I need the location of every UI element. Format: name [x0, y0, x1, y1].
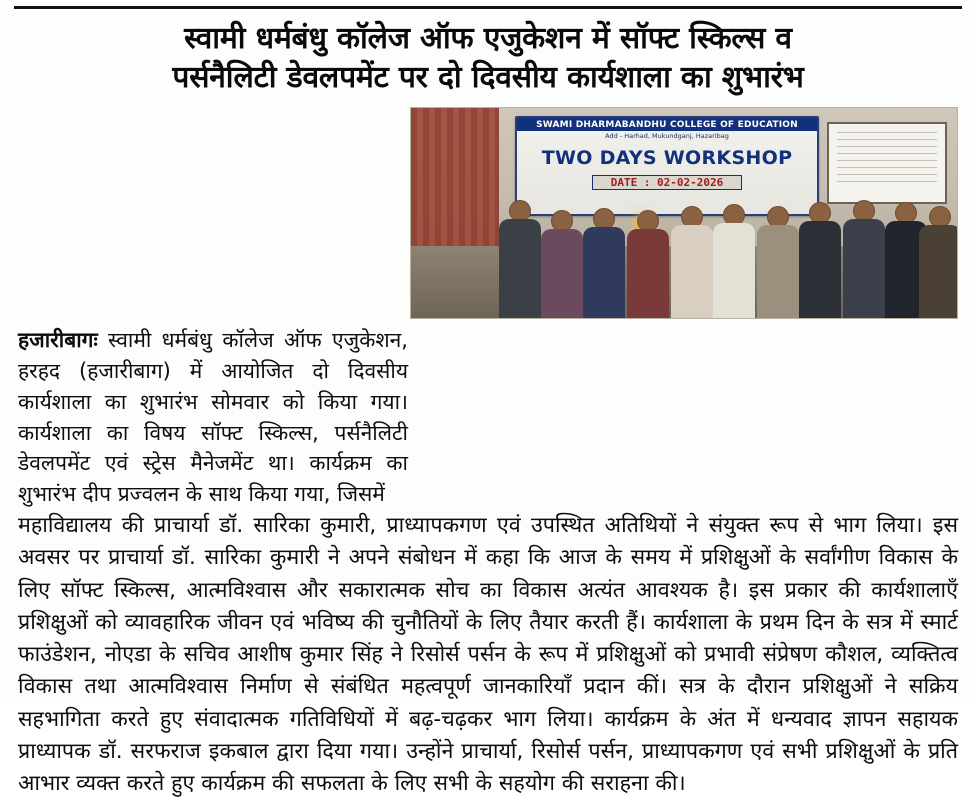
banner-college-name: SWAMI DHARMABANDHU COLLEGE OF EDUCATION — [517, 118, 817, 131]
event-photograph — [410, 107, 958, 319]
person-figure — [539, 210, 585, 318]
person-figure — [755, 206, 801, 318]
board-text-lines — [837, 132, 937, 186]
dateline: हजारीबागः — [18, 328, 98, 352]
person-figure — [497, 200, 543, 318]
person-figure — [711, 204, 757, 318]
person-figure — [917, 206, 958, 318]
person-figure — [841, 200, 887, 318]
presentation-board — [827, 122, 947, 204]
person-body — [541, 229, 583, 318]
person-body — [919, 225, 958, 318]
person-figure — [625, 210, 671, 318]
person-figure — [581, 208, 627, 318]
banner-address: Add - Harhad, Mukundganj, Hazaribag — [605, 132, 729, 140]
person-body — [627, 229, 669, 318]
headline-line-2: पर्सनैलिटी डेवलपमेंट पर दो दिवसीय कार्यशाला का शुभारंभ — [172, 60, 804, 95]
photo-curtain — [411, 108, 499, 246]
person-body — [713, 223, 755, 318]
person-body — [499, 219, 541, 318]
intro-text: स्वामी धर्मबंधु कॉलेज ऑफ एजुकेशन, हरहद (हजारीबाग) में आयोजित दो दिवसीय कार्यशाला का शुभारंभ सोमवार को किया गया। कार्यशाला का विषय सॉफ्ट स्किल्स, पर्सनैलिटी डेवलपमेंट एवं स्ट्रेस मैनेजमेंट था। कार्यक्रम का शुभारंभ दीप प्रज्वलन के साथ किया गया, जिसमें — [18, 328, 408, 507]
article-main-text: महाविद्यालय की प्राचार्या डॉ. सारिका कुमारी, प्राध्यापकगण एवं उपस्थित अतिथियों ने संयुक्त रूप से भाग लिया। इस अवसर पर प्राचार्या डॉ. सारिका कुमारी ने अपने संबोधन में कहा कि आज के समय में प्रशिक्षुओं के सर्वांगीण विकास के लिए सॉफ्ट स्किल्स, आत्मविश्वास और सकारात्मक सोच का विकास अत्यंत आवश्यक है। इस प्रकार की कार्यशालाएँ प्रशिक्षुओं को व्यावहारिक जीवन एवं भविष्य की चुनौतियों के लिए तैयार करती हैं। कार्यशाला के प्रथम दिन के सत्र में स्मार्ट फाउंडेशन, नोएडा के सचिव आशीष कुमार सिंह ने रिसोर्स पर्सन के रूप में प्रशिक्षुओं को प्रभावी संप्रेषण कौशल, व्यक्तित्व विकास तथा आत्मविश्वास निर्माण से संबंधित महत्वपूर्ण जानकारियाँ प्रदान कीं। सत्र के दौरान प्रशिक्षुओं ने सक्रिय सहभागिता करते हुए संवादात्मक गतिविधियों में बढ़-चढ़कर भाग लिया। कार्यक्रम के अंत में धन्यवाद ज्ञापन सहायक प्राध्यापक डॉ. सरफराज इकबाल द्वारा दिया गया। उन्होंने प्राचार्या, रिसोर्स पर्सन, प्राध्यापकगण एवं सभी प्रशिक्षुओं के प्रति आभार व्यक्त करते हुए कार्यक्रम की सफलता के लिए सभी के सहयोग की सराहना की। — [18, 513, 958, 797]
banner-date: DATE : 02-02-2026 — [592, 175, 742, 190]
banner-title: TWO DAYS WORKSHOP — [541, 147, 793, 169]
page-title — [20, 19, 956, 97]
top-divider-rule — [14, 6, 962, 9]
workshop-banner — [515, 116, 819, 216]
article-figure — [410, 107, 958, 319]
newspaper-article-page — [0, 6, 976, 797]
intro-column — [18, 325, 408, 510]
person-body — [671, 225, 713, 318]
person-body — [843, 219, 885, 318]
headline-line-1: स्वामी धर्मबंधु कॉलेज ऑफ एजुकेशन में सॉफ्ट स्किल्स व — [184, 21, 792, 56]
person-figure — [669, 206, 715, 318]
person-body — [799, 221, 841, 318]
person-body — [583, 227, 625, 318]
person-body — [757, 225, 799, 318]
intro-paragraph — [18, 325, 408, 510]
person-figure — [797, 202, 843, 318]
